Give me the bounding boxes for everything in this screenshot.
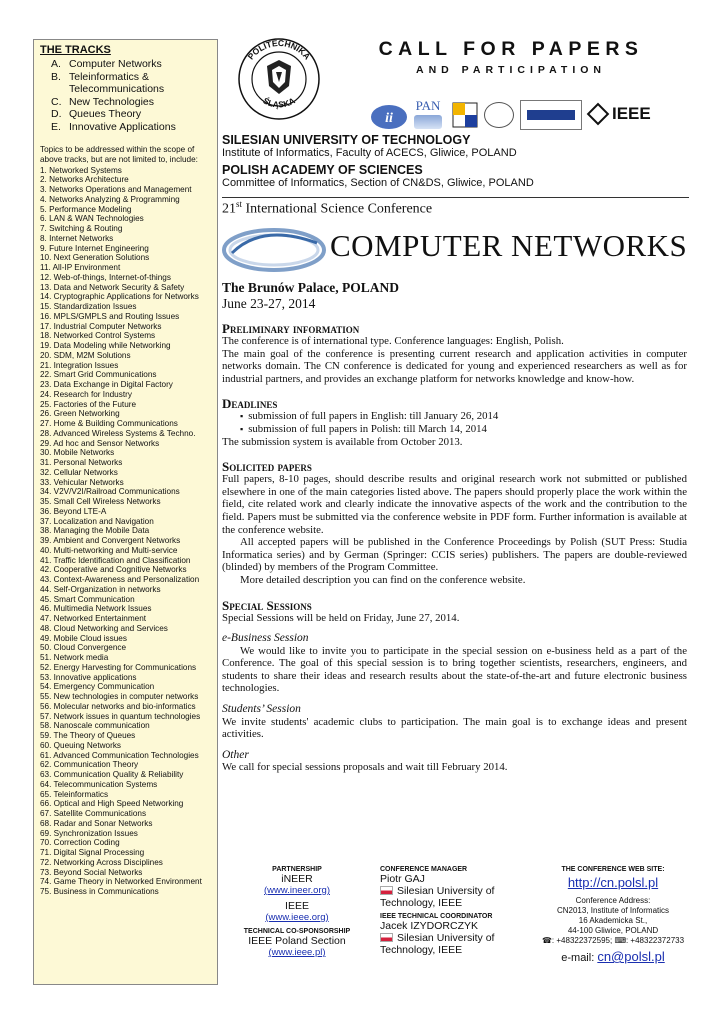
other-p: We call for special sessions proposals and wait till February 2014.: [222, 761, 508, 774]
committee-badge-logo: [484, 102, 514, 128]
svg-text:ŚLĄSKA: [261, 95, 296, 110]
conf-line: International Science Conference: [245, 201, 433, 217]
org-pas: [222, 163, 534, 189]
header-divider: [222, 197, 689, 198]
conf-ordinal: 21: [222, 201, 236, 217]
topics-list: [40, 166, 212, 897]
partner2: IEEE: [285, 900, 309, 912]
website-column: [536, 866, 690, 964]
phone-fax-line: [536, 936, 690, 946]
partner1-link[interactable]: (www.ineer.org): [264, 885, 330, 896]
topic-item: 68. Radar and Sonar Networks: [40, 818, 153, 828]
topic-item: 55. New technologies in computer networks: [40, 692, 199, 702]
topic-item: 16. MPLS/GMPLS and Routing Issues: [40, 311, 180, 321]
topic-item: 72. Networking Across Disciplines: [40, 857, 163, 867]
manager-affil-line: [380, 885, 530, 909]
cosponsor-link[interactable]: (www.ieee.pl): [268, 947, 326, 958]
solicited-p2: All accepted papers will be published in the Conference Proceedings by Polish (SUT Press: Studia Informatica series) and by German (Springer: CCIS series) publishers. The papers are double-reviewed (blinded) by members of the Program Committee.: [222, 536, 687, 574]
topic-item: 15. Standardization Issues: [40, 302, 137, 312]
topic-item: 67. Satellite Communications: [40, 809, 147, 819]
manager-affil: Silesian University of Technology, IEEE: [380, 885, 495, 909]
prelim-p2: The main goal of the conference is presenting current research and application activities in computer networks domain. The CN conference is dedicated for young and experienced researchers as well as for industrial partners, and provides an exchange platform for networks knowledge and know-how.: [222, 347, 687, 385]
topic-item: 10. Next Generation Solutions: [40, 253, 150, 263]
deadlines-list: [222, 410, 687, 435]
org1-name: SILESIAN UNIVERSITY OF TECHNOLOGY: [222, 133, 471, 147]
coord-label: IEEE TECHNICAL COORDINATOR: [380, 913, 493, 920]
topic-item: 48. Cloud Networking and Services: [40, 623, 168, 633]
fax-number: : +48322372733: [625, 936, 685, 945]
topic-item: 75. Business in Communications: [40, 887, 159, 897]
solicited-heading: Solicited papers: [222, 459, 312, 475]
svg-text:POLITECHNIKA: [246, 38, 313, 62]
topic-item: 5. Performance Modeling: [40, 204, 132, 214]
topic-item: 66. Optical and High Speed Networking: [40, 799, 184, 809]
track-item: [51, 58, 212, 71]
pan-logo: [414, 98, 442, 129]
cosponsor: IEEE Poland Section: [248, 935, 346, 947]
topic-item: 28. Advanced Wireless Systems & Techno.: [40, 428, 196, 438]
topic-item: 39. Ambient and Convergent Networks: [40, 536, 181, 546]
topic-item: 1. Networked Systems: [40, 165, 122, 175]
track-letter: D.: [51, 108, 62, 120]
topic-item: 24. Research for Industry: [40, 389, 132, 399]
topic-item: 23. Data Exchange in Digital Factory: [40, 380, 173, 390]
track-item: [51, 71, 212, 84]
ccs-logo: [452, 102, 478, 128]
topic-item: 8. Internet Networks: [40, 233, 114, 243]
cosponsor-label: TECHNICAL CO-SPONSORSHIP: [243, 928, 351, 935]
partnership-column: [222, 866, 372, 958]
topic-item: 12. Web-of-things, Internet-of-things: [40, 272, 171, 282]
topic-item: 50. Cloud Convergence: [40, 643, 127, 653]
track-letter: C.: [51, 95, 62, 108]
fax-icon: ⌨: [614, 936, 626, 945]
topic-item: 27. Home & Building Communications: [40, 419, 178, 429]
address-block: [536, 896, 690, 946]
email-line: [536, 949, 690, 964]
topic-item: 35. Small Cell Wireless Networks: [40, 497, 161, 507]
org-silesian: [222, 133, 517, 159]
org2-name: POLISH ACADEMY OF SCIENCES: [222, 163, 423, 177]
topic-item: 70. Correction Coding: [40, 838, 120, 848]
track-item: [51, 121, 212, 134]
ii-logo: [370, 104, 408, 130]
topic-item: 73. Beyond Social Networks: [40, 867, 143, 877]
topic-item: 36. Beyond LTE-A: [40, 506, 107, 516]
topic-item: 19. Data Modeling while Networking: [40, 341, 171, 351]
topic-item: 25. Factories of the Future: [40, 399, 137, 409]
students-heading: Students’ Session: [222, 703, 301, 716]
topic-item: 60. Queuing Networks: [40, 740, 122, 750]
solicited-p1: Full papers, 8-10 pages, should describe results and original research work not submitted or published elsewhere in one of the main categories listed above. The papers should properly place the work within the field, cite related work and clearly indicate the innovative aspects of the work and the contribution to the field. Papers must be submitted via the conference website in PDF form. Further information is available at the conference website.: [222, 473, 687, 536]
track-label: New Technologies: [69, 95, 155, 108]
tracks-list: [51, 58, 212, 133]
svg-text:ii: ii: [385, 111, 393, 126]
topic-item: 32. Cellular Networks: [40, 467, 118, 477]
computer-networks-logo: [222, 223, 327, 275]
tracks-heading: THE TRACKS: [40, 44, 111, 56]
topics-intro: Topics to be addressed within the scope of above tracks, but are not limited to, include:: [40, 145, 198, 164]
topic-item: 9. Future Internet Engineering: [40, 243, 149, 253]
topic-item: 57. Network issues in quantum technologies: [40, 711, 201, 721]
address-line1: CN2013, Institute of Informatics: [556, 906, 670, 915]
topic-item: 13. Data and Network Security & Safety: [40, 282, 185, 292]
topic-item: 38. Managing the Mobile Data: [40, 526, 150, 536]
seal-text-top: POLITECHNIKA: [245, 37, 313, 62]
prelim-p1: The conference is of international type. Conference languages: English, Polish.: [222, 335, 564, 347]
ineer-logo: [520, 100, 582, 130]
topic-item: 30. Mobile Networks: [40, 448, 115, 458]
track-item: [51, 83, 212, 96]
call-for-papers-subtitle: AND PARTICIPATION: [416, 64, 606, 76]
topic-item: 53. Innovative applications: [40, 672, 137, 682]
topic-item: 65. Teleinformatics: [40, 789, 109, 799]
topic-item: 29. Ad hoc and Sensor Networks: [40, 438, 160, 448]
partnership-label: PARTNERSHIP: [272, 866, 322, 873]
topic-item: 20. SDM, M2M Solutions: [40, 350, 131, 360]
partner1: iNEER: [281, 873, 313, 885]
special-p: Special Sessions will be held on Friday, June 27, 2014.: [222, 611, 460, 624]
address-line2: 16 Akademicka St.,: [578, 916, 648, 925]
poland-flag-icon: [380, 933, 393, 942]
phone-number: : +48322372595;: [551, 936, 613, 945]
coord-affil-line: [380, 932, 530, 956]
track-label: Telecommunications: [69, 83, 165, 95]
coord-name: Jacek IZYDORCZYK: [380, 920, 479, 932]
conference-title: COMPUTER NETWORKS: [330, 228, 688, 263]
poland-flag-icon: [380, 886, 393, 895]
venue: The Brunów Palace, POLAND: [222, 280, 399, 295]
topic-item: 17. Industrial Computer Networks: [40, 321, 162, 331]
deadlines-heading: Deadlines: [222, 396, 278, 412]
prelim-heading: Preliminary information: [222, 321, 360, 336]
topic-item: 46. Multimedia Network Issues: [40, 604, 152, 614]
students-p: We invite students' academic clubs to participation. The main goal is to exchange ideas and present activities.: [222, 715, 687, 741]
topic-item: 37. Localization and Navigation: [40, 516, 154, 526]
footer: [222, 866, 690, 984]
topic-item: 7. Switching & Routing: [40, 224, 123, 234]
main-content: [222, 322, 687, 774]
conference-dates: June 23-27, 2014: [222, 296, 316, 311]
email-link[interactable]: cn@polsl.pl: [597, 949, 665, 964]
ieee-logo-text: IEEE: [612, 104, 651, 123]
topic-item: 51. Network media: [40, 653, 109, 663]
topic-item: 31. Personal Networks: [40, 458, 123, 468]
coord-affil: Silesian University of Technology, IEEE: [380, 932, 495, 956]
track-letter: B.: [51, 70, 61, 83]
topic-item: 14. Cryptographic Applications for Networks: [40, 292, 199, 302]
topic-item: 47. Networked Entertainment: [40, 614, 147, 624]
topic-item: 54. Emergency Communication: [40, 682, 155, 692]
ebusiness-p: We would like to invite you to participate in the special session on e-business held as a part of the Conference. The goal of this special session is to bring together scientists, researchers, engineers, and students to share their ideas and research results about the state-of-the-art and future electronic business technologies.: [222, 644, 687, 695]
topic-item: 71. Digital Signal Processing: [40, 848, 145, 858]
topic-item: 56. Molecular networks and bio-informatics: [40, 701, 196, 711]
tracks-sidebar: [33, 39, 218, 985]
topic-item: 3. Networks Operations and Management: [40, 185, 192, 195]
ieee-diamond-icon: [587, 103, 610, 126]
org2-sub: Committee of Informatics, Section of CN&DS, Gliwice, POLAND: [222, 177, 534, 189]
phone-icon: ☎: [541, 936, 552, 945]
other-heading: Other: [222, 748, 249, 761]
conf-ordinal-suffix: st: [236, 199, 243, 209]
topic-item: 45. Smart Communication: [40, 594, 135, 604]
topic-item: 44. Self-Organization in networks: [40, 584, 161, 594]
manager-name: Piotr GAJ: [380, 873, 425, 885]
topic-item: 62. Communication Theory: [40, 760, 139, 770]
topic-item: 69. Synchronization Issues: [40, 828, 138, 838]
pan-logo-text: PAN: [415, 98, 441, 113]
sponsor-logos: [370, 98, 680, 134]
ebusiness-heading: e-Business Session: [222, 632, 309, 645]
topic-item: 58. Nanoscale communication: [40, 721, 150, 731]
special-heading: Special Sessions: [222, 597, 312, 613]
topic-item: 18. Networked Control Systems: [40, 331, 156, 341]
topic-item: 59. The Theory of Queues: [40, 731, 136, 741]
partner2-link[interactable]: (www.ieee.org): [265, 912, 329, 923]
solicited-p3: More detailed description you can find on the conference website.: [240, 573, 526, 586]
track-label: Queues Theory: [69, 108, 142, 120]
deadline-item: ▪ submission of full papers in Polish: till March 14, 2014: [240, 423, 687, 436]
track-letter: [51, 83, 69, 96]
topic-item: 74. Game Theory in Networked Environment: [40, 877, 202, 887]
deadlines-note: The submission system is available from October 2013.: [222, 435, 463, 448]
track-label: Teleinformatics &: [69, 70, 149, 83]
topic-item: 40. Multi-networking and Multi-service: [40, 545, 178, 555]
contacts-column: [380, 866, 530, 956]
track-item: [51, 108, 212, 121]
topic-item: 22. Smart Grid Communications: [40, 370, 157, 380]
deadline-item: ▪ submission of full papers in English: till January 26, 2014: [240, 410, 687, 423]
topic-item: 34. V2V/V2I/Railroad Communications: [40, 487, 180, 497]
topic-item: 64. Telecommunication Systems: [40, 779, 158, 789]
topic-item: 26. Green Networking: [40, 409, 120, 419]
call-for-papers-title: CALL FOR PAPERS: [378, 38, 644, 60]
address-label: Conference Address:: [575, 896, 651, 905]
topic-item: 42. Cooperative and Cognitive Networks: [40, 565, 187, 575]
track-label: Innovative Applications: [69, 120, 176, 133]
email-label: e-mail:: [561, 952, 595, 964]
topic-item: 49. Mobile Cloud issues: [40, 633, 127, 643]
web-label: THE CONFERENCE WEB SITE:: [561, 866, 665, 873]
track-label: Computer Networks: [69, 58, 162, 70]
topic-item: 63. Communication Quality & Reliability: [40, 770, 184, 780]
topic-item: 11. All-IP Environment: [40, 263, 121, 273]
track-letter: A.: [51, 58, 61, 70]
conference-ordinal-line: [222, 199, 432, 218]
seal-text-bottom: ŚLĄSKA: [261, 95, 297, 110]
topic-item: 61. Advanced Communication Technologies: [40, 750, 199, 760]
org1-sub: Institute of Informatics, Faculty of ACECS, Gliwice, POLAND: [222, 147, 517, 159]
topic-item: 6. LAN & WAN Technologies: [40, 214, 144, 224]
topic-item: 41. Traffic Identification and Classification: [40, 555, 191, 565]
ieee-logo: [590, 104, 651, 124]
university-seal-logo: [234, 36, 324, 122]
manager-label: CONFERENCE MANAGER: [380, 866, 468, 873]
topic-item: 52. Energy Harvesting for Communications: [40, 662, 197, 672]
topic-item: 21. Integration Issues: [40, 360, 119, 370]
topic-item: 33. Vehicular Networks: [40, 477, 124, 487]
track-letter: E.: [51, 120, 61, 133]
topic-item: 2. Networks Architecture: [40, 175, 129, 185]
track-item: [51, 96, 212, 109]
topic-item: 43. Context-Awareness and Personalization: [40, 575, 200, 585]
address-line3: 44-100 Gliwice, POLAND: [567, 926, 659, 935]
web-url-link[interactable]: http://cn.polsl.pl: [567, 875, 659, 890]
topic-item: 4. Networks Analyzing & Programming: [40, 194, 180, 204]
